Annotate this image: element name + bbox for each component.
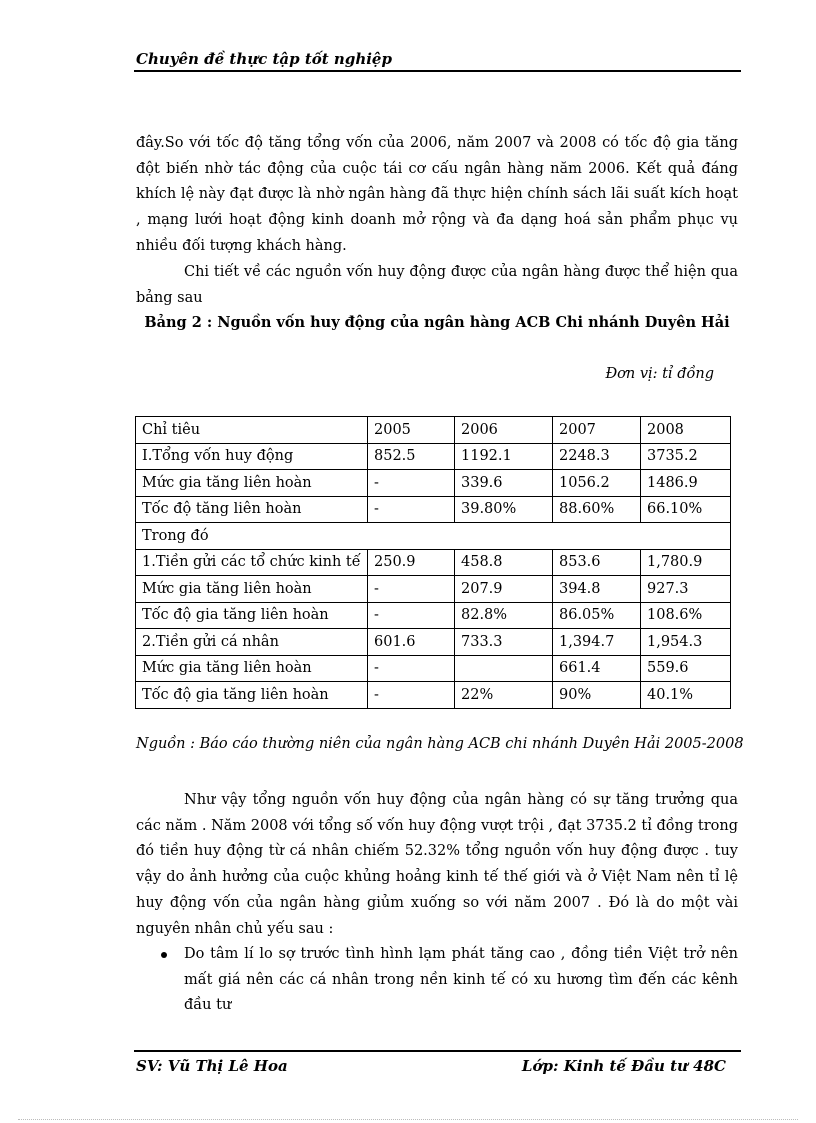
table-cell: Tốc độ tăng liên hoàn (136, 496, 368, 523)
header-cell: 2005 (368, 417, 455, 444)
table-cell: 1.Tiền gửi các tổ chức kinh tế (136, 549, 368, 576)
table-cell: 853.6 (553, 549, 641, 576)
table-row (136, 443, 731, 470)
table-cell: 661.4 (553, 655, 641, 682)
paragraph-3: Như vậy tổng nguồn vốn huy động của ngân hàng có sự tăng trưởng qua các năm . Năm 2008 với tổng số vốn huy động vượt trội , đạt 3735.2 tỉ đồng trong đó tiền huy động từ cá nhân chiếm 52.32% tổng nguồn vốn huy động được . tuy vậy do ảnh hưởng của cuộc khủng hoảng kinh tế thế giới và ở Việt Nam nên tỉ lệ huy động vốn của ngân hàng giủm xuống so với năm 2007 . Đó là do một vài nguyên nhân chủ yếu sau : (136, 792, 738, 937)
table-row (136, 655, 731, 682)
table-cell: 40.1% (641, 682, 731, 709)
table-header-row (136, 417, 731, 444)
table-row (136, 576, 731, 603)
table-cell: 1056.2 (553, 470, 641, 497)
table-section-row (136, 523, 731, 550)
table-row (136, 682, 731, 709)
table-body (136, 417, 731, 709)
footer-rule (134, 1050, 741, 1052)
table-cell: 1486.9 (641, 470, 731, 497)
table-cell: 2248.3 (553, 443, 641, 470)
table-cell: 66.10% (641, 496, 731, 523)
table-cell: Mức gia tăng liên hoàn (136, 576, 368, 603)
table-cell: 207.9 (455, 576, 553, 603)
table-cell: - (368, 576, 455, 603)
source-note: Nguồn : Báo cáo thường niên của ngân hàng ACB chi nhánh Duyên Hải 2005-2008 (136, 736, 744, 752)
table-title: Bảng 2 : Nguồn vốn huy động của ngân hàng ACB Chi nhánh Duyên Hải (144, 314, 730, 331)
table-cell: 1,780.9 (641, 549, 731, 576)
table-cell: 39.80% (455, 496, 553, 523)
table-cell: 88.60% (553, 496, 641, 523)
table-cell: 1192.1 (455, 443, 553, 470)
bullet-text: Do tâm lí lo sợ trước tình hình lạm phát tăng cao , đồng tiền Việt trở nên mất giá nên các cá nhân trong nền kinh tế có xu hương tìm đến các kênh đầu tư (184, 946, 738, 1014)
footer-student: SV: Vũ Thị Lê Hoa (136, 1057, 288, 1075)
table-cell: 559.6 (641, 655, 731, 682)
paragraph-1: đây.So với tốc độ tăng tổng vốn của 2006, năm 2007 và 2008 có tốc độ gia tăng đột biến nhờ tác động của cuộc tái cơ cấu ngân hàng năm 2006. Kết quả đáng khích lệ này đạt được là nhờ ngân hàng đã thực hiện chính sách lãi suất kích hoạt , mạng lưới hoạt động kinh doanh mở rộng và đa dạng hoá sản phẩm phục vụ nhiều đối tượng khách hàng. (136, 135, 738, 254)
table-cell: 108.6% (641, 602, 731, 629)
bullet-dot-icon (161, 952, 167, 958)
table-cell: 250.9 (368, 549, 455, 576)
table-cell: 339.6 (455, 470, 553, 497)
table-cell: 22% (455, 682, 553, 709)
table-cell: 90% (553, 682, 641, 709)
table-cell: 601.6 (368, 629, 455, 656)
table-cell: 1,394.7 (553, 629, 641, 656)
table-cell: 1,954.3 (641, 629, 731, 656)
header-cell: 2008 (641, 417, 731, 444)
table-cell: 86.05% (553, 602, 641, 629)
table-cell: 82.8% (455, 602, 553, 629)
table-cell: 852.5 (368, 443, 455, 470)
table-cell: 394.8 (553, 576, 641, 603)
table-cell: - (368, 496, 455, 523)
section-label: Trong đó (136, 523, 731, 550)
header-rule (134, 70, 741, 72)
header-cell: Chỉ tiêu (136, 417, 368, 444)
table-cell: 2.Tiền gửi cá nhân (136, 629, 368, 656)
header-cell: 2006 (455, 417, 553, 444)
table-cell: 733.3 (455, 629, 553, 656)
table-row (136, 496, 731, 523)
table-cell: - (368, 655, 455, 682)
table-row (136, 549, 731, 576)
table-cell: 927.3 (641, 576, 731, 603)
table-cell: - (368, 682, 455, 709)
table-row (136, 470, 731, 497)
capital-table (135, 416, 731, 709)
table-cell: 3735.2 (641, 443, 731, 470)
table-cell: 458.8 (455, 549, 553, 576)
table-cell: Mức gia tăng liên hoàn (136, 655, 368, 682)
paragraph-2: Chi tiết về các nguồn vốn huy động được của ngân hàng được thể hiện qua bảng sau (136, 264, 738, 306)
unit-label: Đơn vị: tỉ đồng (605, 366, 714, 382)
table-row (136, 629, 731, 656)
table-row (136, 602, 731, 629)
header-title: Chuyên đề thực tập tốt nghiệp (136, 50, 392, 68)
table-cell: Tốc độ gia tăng liên hoàn (136, 682, 368, 709)
header-cell: 2007 (553, 417, 641, 444)
footer-class: Lớp: Kinh tế Đầu tư 48C (521, 1057, 726, 1075)
table-cell: I.Tổng vốn huy động (136, 443, 368, 470)
table-cell: - (368, 602, 455, 629)
bullet-item (136, 942, 738, 1019)
table-cell: - (368, 470, 455, 497)
page-edge (18, 1119, 798, 1120)
table-cell: Tốc độ gia tăng liên hoàn (136, 602, 368, 629)
table-cell: Mức gia tăng liên hoàn (136, 470, 368, 497)
table-cell (455, 655, 553, 682)
